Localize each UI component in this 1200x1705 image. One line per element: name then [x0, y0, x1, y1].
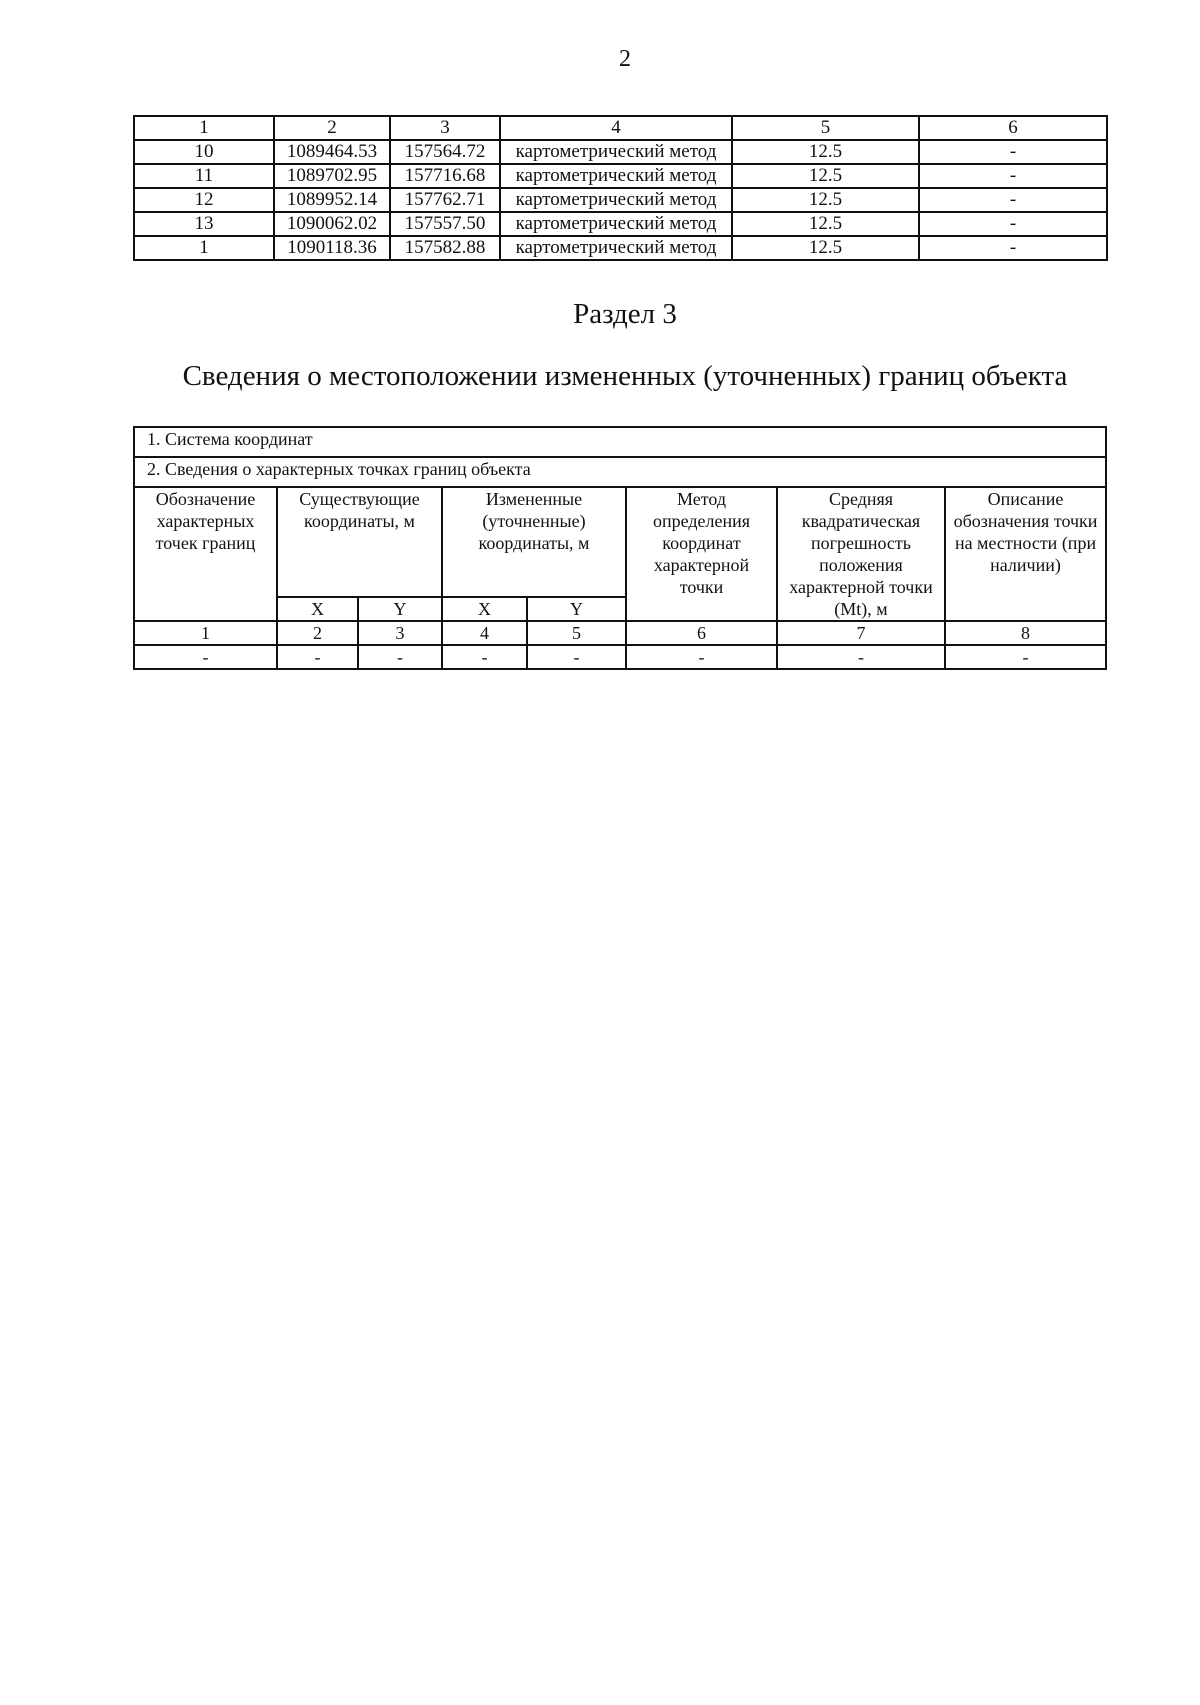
table-cell: 12.5 — [732, 164, 919, 188]
coordinate-system-label: 1. Система координат — [134, 427, 1106, 457]
table-cell: 1089464.53 — [274, 140, 390, 164]
boundary-points-table — [133, 426, 1107, 670]
column-number: 6 — [626, 621, 777, 645]
table-cell: 12.5 — [732, 236, 919, 260]
table-cell: картометрический метод — [500, 236, 732, 260]
header-changed-x: X — [442, 597, 527, 621]
table-cell: - — [919, 164, 1107, 188]
header-existing-y: Y — [358, 597, 442, 621]
column-number: 1 — [134, 621, 277, 645]
table-cell: 1089702.95 — [274, 164, 390, 188]
table-cell: - — [442, 645, 527, 669]
header-row — [134, 487, 1106, 597]
column-number: 3 — [358, 621, 442, 645]
table-cell: 1 — [134, 116, 274, 140]
header-method: Метод определения координат характерной точки — [626, 487, 777, 621]
table-cell: 4 — [500, 116, 732, 140]
table-cell: картометрический метод — [500, 140, 732, 164]
table-cell: картометрический метод — [500, 212, 732, 236]
section-subtitle: Сведения о местоположении измененных (уточненных) границ объекта — [182, 360, 1068, 392]
header-changed-coordinates: Измененные (уточненные) координаты, м — [442, 487, 626, 597]
table-cell: картометрический метод — [500, 164, 732, 188]
table-cell: - — [777, 645, 945, 669]
table-cell: 157557.50 — [390, 212, 500, 236]
header-point-designation: Обозначение характерных точек границ — [134, 487, 277, 621]
table-row — [134, 212, 1107, 236]
table-row — [134, 140, 1107, 164]
page-number: 2 — [619, 46, 631, 72]
data-row — [134, 645, 1106, 669]
table-row — [134, 188, 1107, 212]
table-cell: 12.5 — [732, 140, 919, 164]
table-cell: 12.5 — [732, 212, 919, 236]
coordinates-table — [133, 115, 1108, 261]
table-header-row — [134, 116, 1107, 140]
table-cell: 157564.72 — [390, 140, 500, 164]
column-number: 8 — [945, 621, 1106, 645]
table-cell: 157582.88 — [390, 236, 500, 260]
table-cell: 13 — [134, 212, 274, 236]
table-cell: - — [945, 645, 1106, 669]
table-cell: - — [919, 236, 1107, 260]
table-cell: - — [527, 645, 626, 669]
header-point-description: Описание обозначения точки на местности (при наличии) — [945, 487, 1106, 621]
table-cell: 2 — [274, 116, 390, 140]
table-cell: - — [626, 645, 777, 669]
characteristic-points-row — [134, 457, 1106, 487]
characteristic-points-label: 2. Сведения о характерных точках границ объекта — [134, 457, 1106, 487]
table-row — [134, 164, 1107, 188]
column-numbers-row — [134, 621, 1106, 645]
table-cell: - — [358, 645, 442, 669]
table-cell: 11 — [134, 164, 274, 188]
table-cell: 10 — [134, 140, 274, 164]
table-cell: 1090118.36 — [274, 236, 390, 260]
column-number: 5 — [527, 621, 626, 645]
table-cell: 6 — [919, 116, 1107, 140]
section-heading: Раздел 3 — [573, 298, 677, 330]
table-cell: - — [919, 140, 1107, 164]
table-row — [134, 236, 1107, 260]
header-changed-y: Y — [527, 597, 626, 621]
table-cell: - — [277, 645, 358, 669]
table-cell: 5 — [732, 116, 919, 140]
table-cell: 12 — [134, 188, 274, 212]
column-number: 2 — [277, 621, 358, 645]
table-cell: 1090062.02 — [274, 212, 390, 236]
table-cell: 1089952.14 — [274, 188, 390, 212]
table-cell: 12.5 — [732, 188, 919, 212]
table-cell: - — [919, 212, 1107, 236]
table-cell: 1 — [134, 236, 274, 260]
header-mean-square-error: Средняя квадратическая погрешность положения характерной точки (Mt), м — [777, 487, 945, 621]
table-cell: 157762.71 — [390, 188, 500, 212]
table-cell: картометрический метод — [500, 188, 732, 212]
table-cell: - — [919, 188, 1107, 212]
table-cell: 3 — [390, 116, 500, 140]
coordinate-system-row — [134, 427, 1106, 457]
table-cell: 157716.68 — [390, 164, 500, 188]
column-number: 4 — [442, 621, 527, 645]
header-existing-x: X — [277, 597, 358, 621]
column-number: 7 — [777, 621, 945, 645]
table-cell: - — [134, 645, 277, 669]
header-existing-coordinates: Существующие координаты, м — [277, 487, 442, 597]
